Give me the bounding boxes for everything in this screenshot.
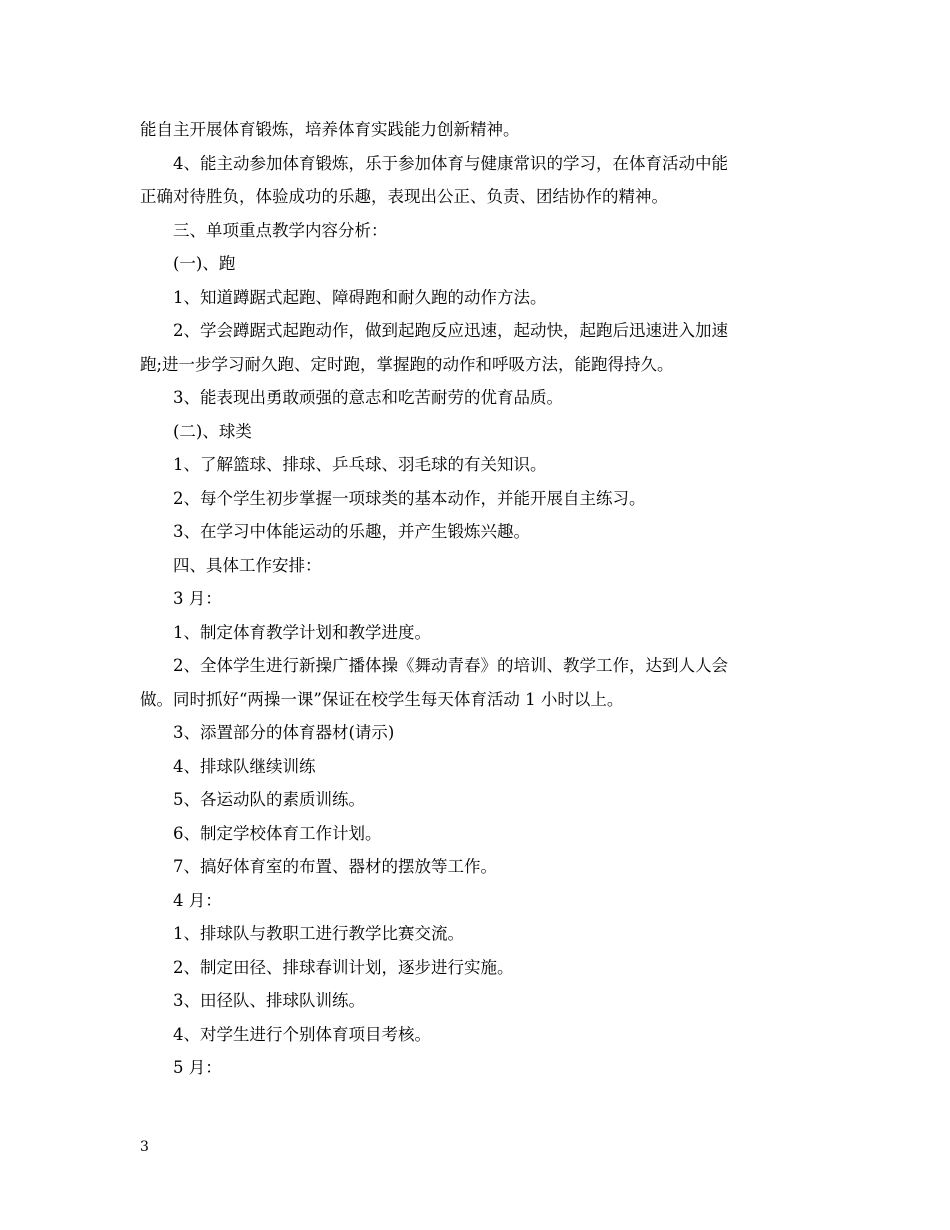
text-line: 2、全体学生进行新操广播体操《舞动青春》的培训、教学工作，达到人人会 <box>173 656 728 675</box>
text-line: 3、田径队、排球队训练。 <box>173 991 365 1010</box>
text-line: 四、具体工作安排： <box>173 555 322 575</box>
text-line: 4 月： <box>173 890 222 910</box>
document-body <box>140 113 816 1085</box>
text-line: 5 月： <box>173 1058 222 1077</box>
text-line: 1、制定体育教学计划和教学进度。 <box>173 622 431 642</box>
text-line: 做。同时抓好“两操一课”保证在校学生每天体育活动 1 小时以上。 <box>140 689 624 709</box>
text-line: 3、添置部分的体育器材(请示) <box>173 723 395 742</box>
text-line: (二)、球类 <box>173 421 252 441</box>
text-line: 能自主开展体育锻炼，培养体育实践能力创新精神。 <box>140 120 520 139</box>
text-line: (一)、跑 <box>173 254 236 273</box>
text-line: 4、对学生进行个别体育项目考核。 <box>173 1024 431 1044</box>
text-line: 三、单项重点教学内容分析： <box>173 220 388 240</box>
text-line: 5、各运动队的素质训练。 <box>173 790 365 809</box>
text-line: 3 月： <box>173 589 222 608</box>
text-line: 3、能表现出勇敢顽强的意志和吃苦耐劳的优育品质。 <box>173 388 563 407</box>
text-line: 2、制定田径、排球春训计划，逐步进行实施。 <box>173 957 514 977</box>
text-line: 4、能主动参加体育锻炼，乐于参加体育与健康常识的学习，在体育活动中能 <box>173 153 728 173</box>
text-line: 1、了解篮球、排球、乒乓球、羽毛球的有关知识。 <box>173 455 547 474</box>
text-line: 2、学会蹲踞式起跑动作，做到起跑反应迅速，起动快，起跑后迅速进入加速 <box>173 321 728 340</box>
text-line: 6、制定学校体育工作计划。 <box>173 823 382 843</box>
text-line: 1、排球队与教职工进行教学比赛交流。 <box>173 924 464 943</box>
text-line: 3、在学习中体能运动的乐趣，并产生锻炼兴趣。 <box>173 522 530 541</box>
text-line: 7、搞好体育室的布置、器材的摆放等工作。 <box>173 857 497 876</box>
text-line: 正确对待胜负，体验成功的乐趣，表现出公正、负责、团结协作的精神。 <box>140 187 668 206</box>
text-line: 跑;进一步学习耐久跑、定时跑，掌握跑的动作和呼吸方法，能跑得持久。 <box>140 354 674 374</box>
text-line: 4、排球队继续训练 <box>173 756 316 776</box>
text-line: 2、每个学生初步掌握一项球类的基本动作，并能开展自主练习。 <box>173 488 646 508</box>
page-number: 3 <box>140 1139 149 1155</box>
text-line: 1、知道蹲踞式起跑、障碍跑和耐久跑的动作方法。 <box>173 287 547 307</box>
